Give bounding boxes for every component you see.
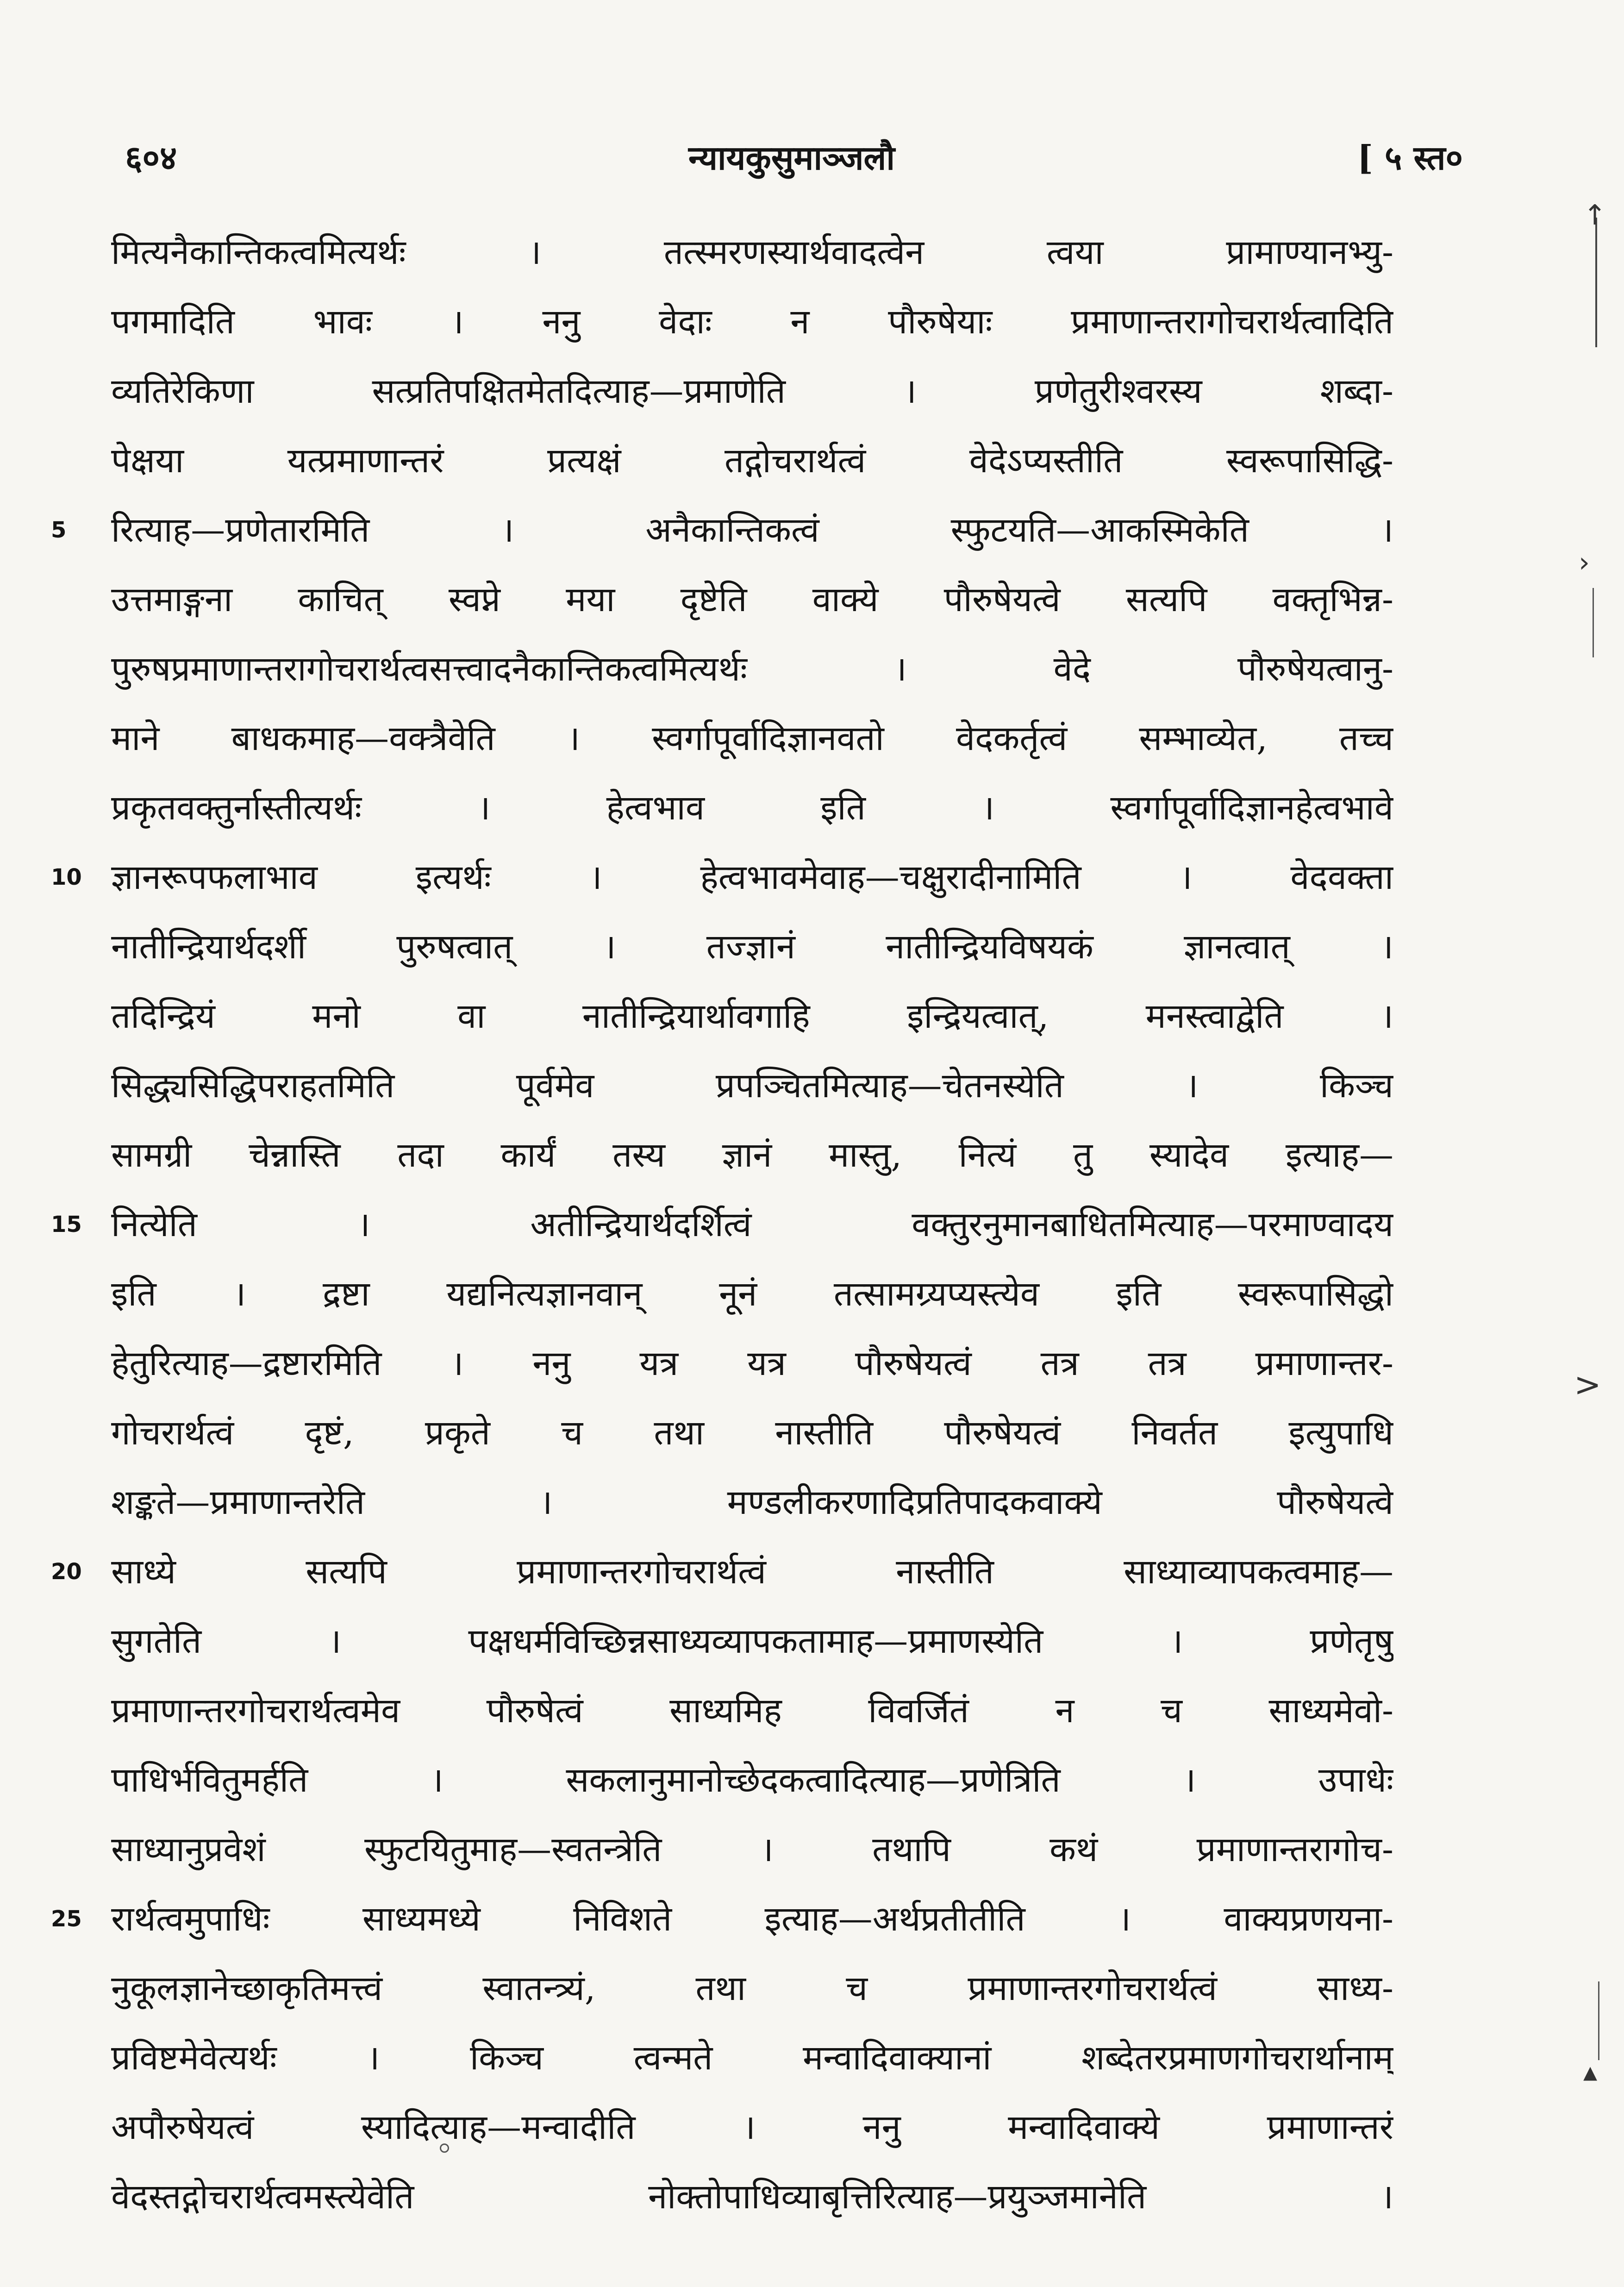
- text-line: ज्ञानरूपफलाभाव इत्यर्थः । हेत्वभावमेवाह—चक्षुरादीनामिति । वेदवक्ता: [111, 857, 1393, 897]
- page-number: ६०४: [125, 138, 177, 177]
- text-line: सिद्ध्यसिद्धिपराहतमिति पूर्वमेव प्रपञ्चितमित्याह—चेतनस्येति । किञ्च: [111, 1066, 1393, 1106]
- text-line: शङ्कते—प्रमाणान्तरेति । मण्डलीकरणादिप्रतिपादकवाक्ये पौरुषेयत्वे: [111, 1482, 1393, 1522]
- text-line: तदिन्द्रियं मनो वा नातीन्द्रियार्थावगाहि इन्द्रियत्वात्, मनस्त्वाद्वेति ।: [111, 996, 1393, 1036]
- text-line: पुरुषप्रमाणान्तरागोचरार्थत्वसत्त्वादनैकान्तिकत्वमित्यर्थः । वेदे पौरुषेयत्वानु-: [111, 649, 1393, 689]
- line-number: [51, 1468, 102, 1537]
- line-number: [51, 426, 102, 495]
- line-number: [51, 1745, 102, 1815]
- text-line: सुगतेति । पक्षधर्मविच्छिन्नसाध्यव्यापकतामाह—प्रमाणस्येति । प्रणेतृषु: [111, 1621, 1393, 1661]
- text-line: इति । द्रष्टा यद्यनित्यज्ञानवान् नूनं तत्सामग्र्यप्यस्त्येव इति स्वरूपासिद्धो: [111, 1274, 1393, 1314]
- line-number: [51, 2162, 102, 2231]
- text-line: पाधिर्भवितुमर्हति । सकलानुमानोच्छेदकत्वादित्याह—प्रणेत्रिति । उपाधेः: [111, 1760, 1393, 1800]
- text-line: रित्याह—प्रणेतारमिति । अनैकान्तिकत्वं स्फुटयति—आकस्मिकेति ।: [111, 510, 1393, 550]
- text-line: नातीन्द्रियार्थदर्शी पुरुषत्वात् । तज्ज्ञानं नातीन्द्रियविषयकं ज्ञानत्वात् ।: [111, 927, 1393, 967]
- margin-rule: [1593, 588, 1594, 657]
- line-number: 20: [51, 1559, 82, 1585]
- text-line: पगमादिति भावः । ननु वेदाः न पौरुषेयाः प्रमाणान्तरागोचरार्थत्वादिति: [111, 302, 1393, 342]
- line-number: [51, 1815, 102, 1884]
- line-number: [51, 912, 102, 981]
- text-line: सामग्री चेन्नास्ति तदा कार्यं तस्य ज्ञानं मास्तु, नित्यं तु स्यादेव इत्याह—: [111, 1135, 1393, 1175]
- line-number: [51, 1329, 102, 1398]
- section-marker: [ ५ स्त०: [1357, 138, 1463, 177]
- line-number: [51, 2093, 102, 2162]
- margin-mark: >: [1574, 1366, 1601, 1404]
- running-header: [120, 134, 1463, 185]
- text-line: प्रमाणान्तरगोचरार्थत्वमेव पौरुषेत्वं साध्यमिह विवर्जितं न च साध्यमेवो-: [111, 1691, 1393, 1731]
- text-line: नित्येति । अतीन्द्रियार्थदर्शित्वं वक्तुरनुमानबाधितमित्याह—परमाण्वादय: [111, 1205, 1393, 1244]
- margin-rule: [1595, 218, 1597, 347]
- text-line: नुकूलज्ञानेच्छाकृतिमत्त्वं स्वातन्त्र्यं, तथा च प्रमाणान्तरगोचरार्थत्वं साध्य-: [111, 1968, 1393, 2008]
- line-number: 25: [51, 1906, 82, 1932]
- ink-speck: [440, 2143, 449, 2153]
- line-number: [51, 1606, 102, 1676]
- margin-rule: [1598, 1981, 1599, 2060]
- line-number: 10: [51, 864, 82, 890]
- line-number: [51, 1676, 102, 1745]
- line-number: [51, 1120, 102, 1190]
- line-number: [51, 356, 102, 426]
- text-line: प्रकृतवक्तुर्नास्तीत्यर्थः । हेत्वभाव इति । स्वर्गापूर्वादिज्ञानहेत्वभावे: [111, 788, 1393, 828]
- text-line: प्रविष्टमेवेत्यर्थः । किञ्च त्वन्मते मन्वादिवाक्यानां शब्देतरप्रमाणगोचरार्थानाम्: [111, 2038, 1393, 2078]
- line-number: [51, 565, 102, 634]
- line-number: [51, 981, 102, 1051]
- text-line: साध्ये सत्यपि प्रमाणान्तरगोचरार्थत्वं नास्तीति साध्याव्यापकत्वमाह—: [111, 1552, 1393, 1592]
- text-line: मित्यनैकान्तिकत्वमित्यर्थः । तत्स्मरणस्यार्थवादत्वेन त्वया प्रामाण्यानभ्यु-: [111, 232, 1393, 272]
- margin-mark: ↑: [1583, 199, 1607, 231]
- line-number: [51, 218, 102, 287]
- text-line: गोचरार्थत्वं दृष्टं, प्रकृते च तथा नास्तीति पौरुषेयत्वं निवर्तत इत्युपाधि: [111, 1413, 1393, 1453]
- line-number: [51, 634, 102, 704]
- text-line: हेतुरित्याह—द्रष्टारमिति । ननु यत्र यत्र पौरुषेयत्वं तत्र तत्र प्रमाणान्तर-: [111, 1343, 1393, 1383]
- line-number: [51, 704, 102, 773]
- line-number: 15: [51, 1212, 82, 1237]
- margin-mark: ›: [1579, 546, 1590, 579]
- text-line: उत्तमाङ्गना काचित् स्वप्ने मया दृष्टेति वाक्ये पौरुषेयत्वे सत्यपि वक्तृभिन्न-: [111, 580, 1393, 619]
- text-line: व्यतिरेकिणा सत्प्रतिपक्षितमेतदित्याह—प्रमाणेति । प्रणेतुरीश्वरस्य शब्दा-: [111, 371, 1393, 411]
- line-number: [51, 1259, 102, 1329]
- line-number: [51, 773, 102, 843]
- text-line: वेदस्तद्गोचरार्थत्वमस्त्येवेति नोक्तोपाधिव्याबृत्तिरित्याह—प्रयुञ्जमानेति ।: [111, 2177, 1393, 2217]
- text-line: पेक्षया यत्प्रमाणान्तरं प्रत्यक्षं तद्गोचरार्थत्वं वेदेऽप्यस्तीति स्वरूपासिद्धि-: [111, 441, 1393, 481]
- text-line: माने बाधकमाह—वक्त्रैवेति । स्वर्गापूर्वादिज्ञानवतो वेदकर्तृत्वं सम्भाव्येत, तच्च: [111, 719, 1393, 758]
- line-number: 5: [51, 517, 67, 543]
- text-line: अपौरुषेयत्वं स्यादित्याह—मन्वादीति । ननु मन्वादिवाक्ये प्रमाणान्तरं: [111, 2107, 1393, 2147]
- line-number: [51, 287, 102, 356]
- running-title: न्यायकुसुमाञ्जलौ: [688, 138, 895, 177]
- text-line: साध्यानुप्रवेशं स्फुटयितुमाह—स्वतन्त्रेति । तथापि कथं प्रमाणान्तरागोच-: [111, 1830, 1393, 1869]
- margin-mark: ▴: [1583, 2056, 1598, 2088]
- line-number: [51, 2023, 102, 2093]
- text-line: रार्थत्वमुपाधिः साध्यमध्ये निविशते इत्याह—अर्थप्रतीतीति । वाक्यप्रणयना-: [111, 1899, 1393, 1939]
- line-number: [51, 1051, 102, 1120]
- line-number: [51, 1954, 102, 2023]
- line-number: [51, 1398, 102, 1468]
